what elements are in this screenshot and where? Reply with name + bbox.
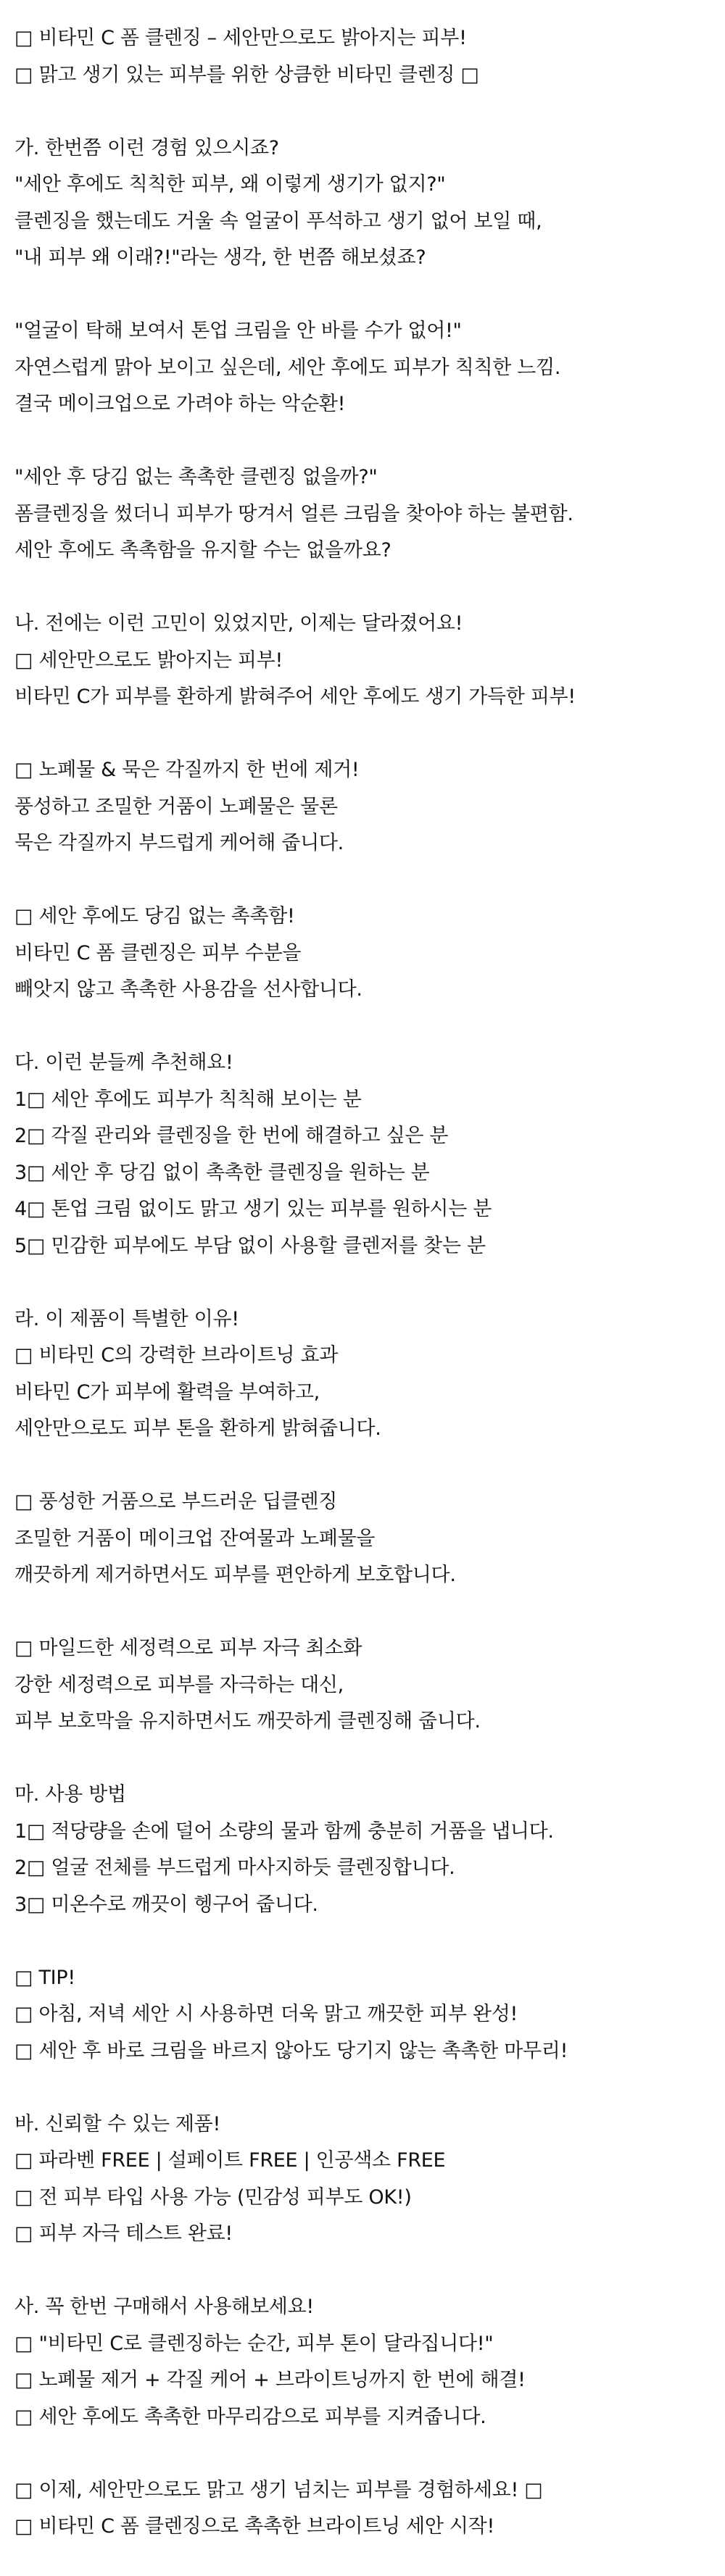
closing-line: □ 이제, 세안만으로도 맑고 생기 넘치는 피부를 경험하세요! □ [14,2479,543,2501]
text-line: 빼앗지 않고 촉촉한 사용감을 선사합니다. [14,978,362,1001]
text-line: 깨끗하게 제거하면서도 피부를 편안하게 보호합니다. [14,1564,456,1586]
text-line: □ "비타민 C로 클렌징하는 순간, 피부 톤이 달라집니다!" [14,2333,494,2355]
text-line: □ 비타민 C의 강력한 브라이트닝 효과 [14,1344,339,1367]
text-line: □ 세안 후 바로 크림을 바르지 않아도 당기지 않는 촉촉한 마무리! [14,2040,568,2062]
text-line: 풍성하고 조밀한 거품이 노폐물은 물론 [14,796,338,818]
text-line: 세안만으로도 피부 톤을 환하게 밝혀줍니다. [14,1417,381,1440]
list-item: 1□ 세안 후에도 피부가 칙칙해 보이는 분 [14,1088,362,1111]
list-item: 2□ 얼굴 전체를 부드럽게 마사지하듯 클렌징합니다. [14,1856,455,1879]
text-line: □ 풍성한 거품으로 부드러운 딥클렌징 [14,1491,338,1513]
section-heading-ga: 가. 한번쯤 이런 경험 있으시죠? [14,137,279,159]
text-line: 자연스럽게 맑아 보이고 싶은데, 세안 후에도 피부가 칙칙한 느낌. [14,357,561,379]
text-line: 비타민 C가 피부에 활력을 부여하고, [14,1381,320,1404]
section-heading-da: 다. 이런 분들께 추천해요! [14,1051,233,1074]
text-line: 결국 메이크업으로 가려야 하는 악순환! [14,393,346,415]
section-heading-ma: 마. 사용 방법 [14,1783,126,1806]
headline-subtitle: □ 맑고 생기 있는 피부를 위한 상큼한 비타민 클렌징 □ [14,64,479,86]
list-item: 3□ 미온수로 깨끗이 헹구어 줍니다. [14,1893,318,1916]
section-heading-sa: 사. 꼭 한번 구매해서 사용해보세요! [14,2296,314,2318]
text-line: 비타민 C 폼 클렌징은 피부 수분을 [14,942,302,964]
text-line: "세안 후 당김 없는 촉촉한 클렌징 없을까?" [14,466,378,488]
list-item: 4□ 톤업 크림 없이도 맑고 생기 있는 피부를 원하시는 분 [14,1198,492,1220]
tip-heading: □ TIP! [14,1967,75,1989]
text-line: 조밀한 거품이 메이크업 잔여물과 노폐물을 [14,1527,376,1550]
text-line: 묵은 각질까지 부드럽게 케어해 줍니다. [14,832,344,854]
section-heading-ra: 라. 이 제품이 특별한 이유! [14,1308,239,1330]
section-heading-na: 나. 전에는 이런 고민이 있었지만, 이제는 달라졌어요! [14,612,463,635]
text-line: □ 아침, 저녁 세안 시 사용하면 더욱 맑고 깨끗한 피부 완성! [14,2003,518,2025]
closing-line: □ 비타민 C 폼 클렌징으로 촉촉한 브라이트닝 세안 시작! [14,2515,494,2538]
text-line: "얼굴이 탁해 보여서 톤업 크림을 안 바를 수가 없어!" [14,320,462,342]
text-line: "내 피부 왜 이래?!"라는 생각, 한 번쯤 해보셨죠? [14,246,426,269]
text-line: "세안 후에도 칙칙한 피부, 왜 이렇게 생기가 없지?" [14,173,446,196]
text-line: 강한 세정력으로 피부를 자극하는 대신, [14,1674,344,1696]
list-item: 2□ 각질 관리와 클렌징을 한 번에 해결하고 싶은 분 [14,1125,449,1147]
text-line: □ 노폐물 제거 + 각질 케어 + 브라이트닝까지 한 번에 해결! [14,2369,526,2391]
text-line: □ 파라벤 FREE | 설페이트 FREE | 인공색소 FREE [14,2149,446,2172]
text-line: □ 피부 자극 테스트 완료! [14,2222,233,2245]
text-line: 세안 후에도 촉촉함을 유지할 수는 없을까요? [14,539,392,562]
text-line: □ 마일드한 세정력으로 피부 자극 최소화 [14,1637,362,1659]
text-line: 클렌징을 했는데도 거울 속 얼굴이 푸석하고 생기 없어 보일 때, [14,210,542,233]
text-line: 폼클렌징을 썼더니 피부가 땅겨서 얼른 크림을 찾아야 하는 불편함. [14,503,573,525]
list-item: 3□ 세안 후 당김 없이 촉촉한 클렌징을 원하는 분 [14,1162,430,1184]
section-heading-ba: 바. 신뢰할 수 있는 제품! [14,2113,220,2135]
text-line: □ 세안 후에도 당김 없는 촉촉함! [14,905,295,928]
text-line: 비타민 C가 피부를 환하게 밝혀주어 세안 후에도 생기 가득한 피부! [14,685,576,708]
text-line: □ 세안 후에도 촉촉한 마무리감으로 피부를 지켜줍니다. [14,2406,486,2428]
headline-title: □ 비타민 C 폼 클렌징 – 세안만으로도 밝아지는 피부! [14,27,467,49]
text-line: □ 세안만으로도 밝아지는 피부! [14,649,283,672]
text-line: □ 전 피부 타입 사용 가능 (민감성 피부도 OK!) [14,2186,412,2209]
list-item: 1□ 적당량을 손에 덜어 소량의 물과 함께 충분히 거품을 냅니다. [14,1820,554,1843]
list-item: 5□ 민감한 피부에도 부담 없이 사용할 클렌저를 찾는 분 [14,1235,486,1257]
text-line: □ 노폐물 & 묵은 각질까지 한 번에 제거! [14,759,360,781]
text-line: 피부 보호막을 유지하면서도 깨끗하게 클렌징해 줍니다. [14,1710,481,1733]
